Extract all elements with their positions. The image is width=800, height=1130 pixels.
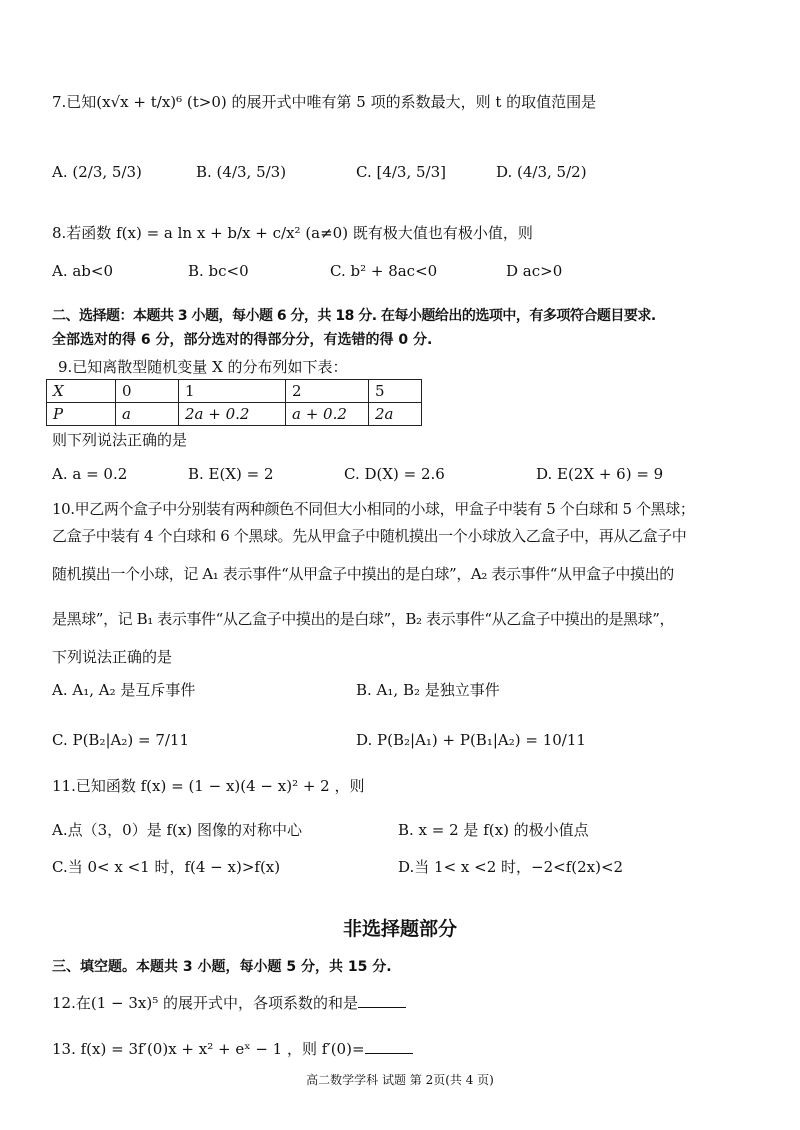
q11-option-a: A.点（3，0）是 f(x) 图像的对称中心 <box>52 821 302 839</box>
q7-option-b: B. (4/3, 5/3) <box>196 163 287 181</box>
q11-stem: 11.已知函数 f(x) = (1 − x)(4 − x)² + 2 ，则 <box>52 777 365 795</box>
table-row <box>47 380 422 403</box>
table-cell: 2 <box>286 380 369 403</box>
table-cell: a + 0.2 <box>286 403 369 426</box>
q10-option-d: D. P(B₂|A₁) + P(B₁|A₂) = 10/11 <box>356 731 586 749</box>
section2-line1: 二、选择题：本题共 3 小题，每小题 6 分，共 18 分. 在每小题给出的选项中，有多项符合题目要求. <box>52 308 656 324</box>
q7-stem: 7.已知(x√x + t/x)⁶ (t>0) 的展开式中唯有第 5 项的系数最大，则 t 的取值范围是 <box>52 93 597 111</box>
q10-line2: 乙盒子中装有 4 个白球和 6 个黑球。先从甲盒子中随机摸出一个小球放入乙盒子中，再从乙盒子中 <box>52 527 687 545</box>
q7-option-c: C. [4/3, 5/3] <box>356 163 446 181</box>
section3-heading: 三、填空题。本题共 3 小题，每小题 5 分，共 15 分. <box>52 959 392 975</box>
q11-option-c: C.当 0< x <1 时，f(4 − x)>f(x) <box>52 858 281 876</box>
q11-option-b: B. x = 2 是 f(x) 的极小值点 <box>398 821 589 839</box>
table-cell: 1 <box>179 380 286 403</box>
q13-answer-blank[interactable] <box>365 1037 413 1054</box>
section2-line2: 全部选对的得 6 分，部分选对的得部分分，有选错的得 0 分. <box>52 332 433 348</box>
q9-option-c: C. D(X) = 2.6 <box>344 465 445 483</box>
table-row <box>47 403 422 426</box>
part-title: 非选择题部分 <box>342 918 457 940</box>
table-cell: 0 <box>116 380 179 403</box>
q8-option-d: D ac>0 <box>506 262 563 280</box>
q9-stem: 9.已知离散型随机变量 X 的分布列如下表： <box>58 358 348 376</box>
table-cell: X <box>47 380 116 403</box>
q12-text: 12.在(1 − 3x)⁵ 的展开式中，各项系数的和是 <box>52 994 358 1012</box>
q8-option-c: C. b² + 8ac<0 <box>330 262 438 280</box>
q13-line <box>52 1037 413 1061</box>
page-footer: 高二数学学科 试题 第 2页(共 4 页) <box>306 1073 494 1087</box>
q12-answer-blank[interactable] <box>358 991 406 1008</box>
q7-option-d: D. (4/3, 5/2) <box>496 163 587 181</box>
q12-line <box>52 991 406 1015</box>
q13-text: 13. f(x) = 3f′(0)x + x² + eˣ − 1 ，则 f′(0)= <box>52 1040 365 1058</box>
q9-option-b: B. E(X) = 2 <box>188 465 274 483</box>
q10-option-b: B. A₁, B₂ 是独立事件 <box>356 681 500 699</box>
table-cell: 2a + 0.2 <box>179 403 286 426</box>
q8-option-b: B. bc<0 <box>188 262 249 280</box>
table-cell: 2a <box>369 403 422 426</box>
q10-line3: 随机摸出一个小球，记 A₁ 表示事件“从甲盒子中摸出的是白球”，A₂ 表示事件“从甲盒子中摸出的 <box>52 565 674 583</box>
q10-line4: 是黑球”，记 B₁ 表示事件“从乙盒子中摸出的是白球”，B₂ 表示事件“从乙盒子中摸出的是黑球”， <box>52 610 675 628</box>
q9-distribution-table <box>46 379 422 426</box>
q10-option-a: A. A₁, A₂ 是互斥事件 <box>52 681 196 699</box>
q10-line5: 下列说法正确的是 <box>52 648 173 666</box>
table-cell: P <box>47 403 116 426</box>
q10-line1: 10.甲乙两个盒子中分别装有两种颜色不同但大小相同的小球，甲盒子中装有 5 个白球和 5 个黑球； <box>52 500 695 518</box>
table-cell: a <box>116 403 179 426</box>
q8-option-a: A. ab<0 <box>52 262 114 280</box>
q9-after-text: 则下列说法正确的是 <box>52 431 188 449</box>
q9-option-a: A. a = 0.2 <box>52 465 128 483</box>
q7-option-a: A. (2/3, 5/3) <box>52 163 142 181</box>
q9-option-d: D. E(2X + 6) = 9 <box>536 465 664 483</box>
q11-option-d: D.当 1< x <2 时，−2<f(2x)<2 <box>398 858 624 876</box>
q8-stem: 8.若函数 f(x) = a ln x + b/x + c/x² (a≠0) 既有极大值也有极小值，则 <box>52 224 533 242</box>
q10-option-c: C. P(B₂|A₂) = 7/11 <box>52 731 189 749</box>
table-cell: 5 <box>369 380 422 403</box>
